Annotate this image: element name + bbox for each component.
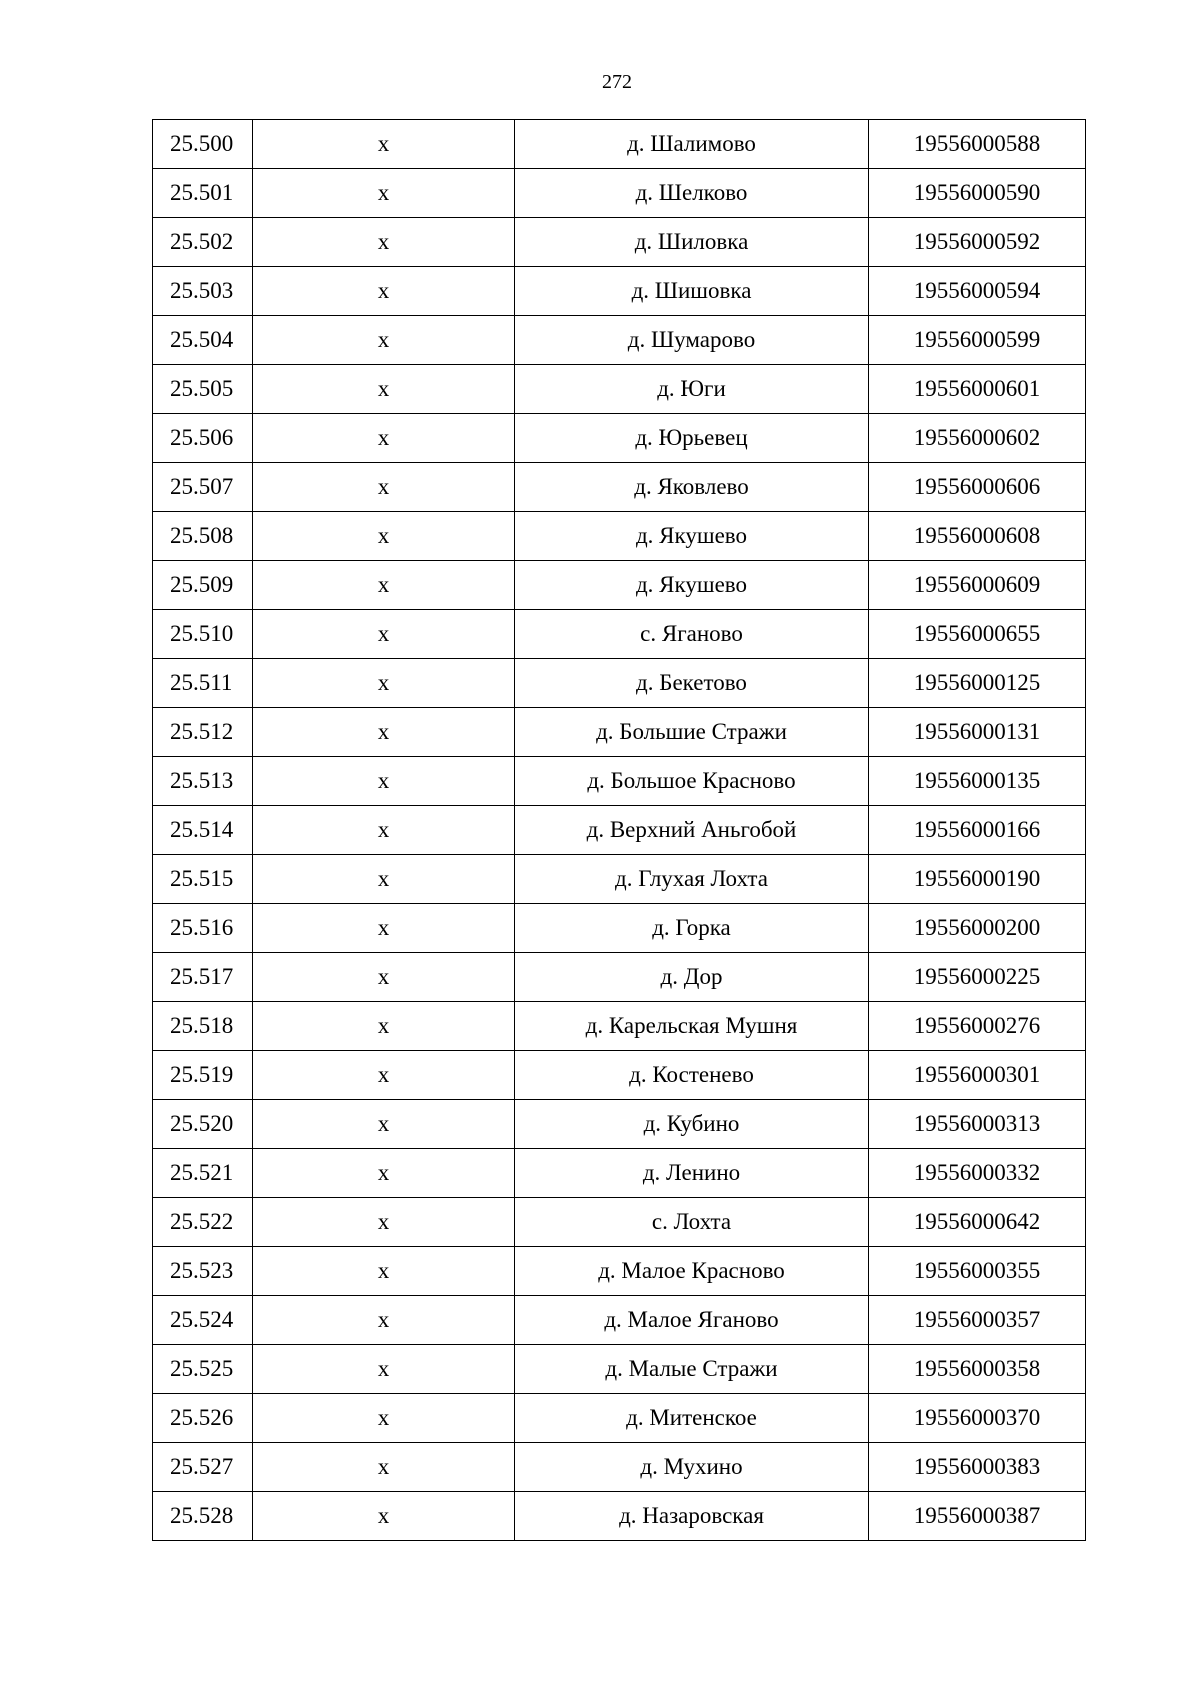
mark-cell: х <box>253 1247 515 1296</box>
oktmo-code-cell: 19556000301 <box>869 1051 1086 1100</box>
row-number-cell: 25.511 <box>153 659 253 708</box>
settlement-name-cell: д. Большое Красново <box>515 757 869 806</box>
row-number-cell: 25.518 <box>153 1002 253 1051</box>
oktmo-code-cell: 19556000190 <box>869 855 1086 904</box>
table-row <box>153 1492 1086 1541</box>
row-number-cell: 25.507 <box>153 463 253 512</box>
mark-cell: х <box>253 512 515 561</box>
row-number-cell: 25.504 <box>153 316 253 365</box>
row-number-cell: 25.509 <box>153 561 253 610</box>
mark-cell: х <box>253 610 515 659</box>
mark-cell: х <box>253 267 515 316</box>
settlement-name-cell: с. Лохта <box>515 1198 869 1247</box>
row-number-cell: 25.503 <box>153 267 253 316</box>
table-row <box>153 1443 1086 1492</box>
oktmo-code-cell: 19556000276 <box>869 1002 1086 1051</box>
row-number-cell: 25.508 <box>153 512 253 561</box>
settlement-name-cell: д. Ленино <box>515 1149 869 1198</box>
oktmo-code-cell: 19556000358 <box>869 1345 1086 1394</box>
mark-cell: х <box>253 1051 515 1100</box>
table-row <box>153 855 1086 904</box>
mark-cell: х <box>253 659 515 708</box>
mark-cell: х <box>253 414 515 463</box>
settlement-name-cell: с. Яганово <box>515 610 869 659</box>
oktmo-code-cell: 19556000357 <box>869 1296 1086 1345</box>
row-number-cell: 25.515 <box>153 855 253 904</box>
oktmo-code-cell: 19556000225 <box>869 953 1086 1002</box>
oktmo-code-cell: 19556000655 <box>869 610 1086 659</box>
table-row <box>153 1394 1086 1443</box>
table-row <box>153 414 1086 463</box>
row-number-cell: 25.527 <box>153 1443 253 1492</box>
mark-cell: х <box>253 316 515 365</box>
settlement-name-cell: д. Юрьевец <box>515 414 869 463</box>
oktmo-code-cell: 19556000602 <box>869 414 1086 463</box>
table-row <box>153 757 1086 806</box>
settlement-name-cell: д. Яковлево <box>515 463 869 512</box>
table-row <box>153 1100 1086 1149</box>
row-number-cell: 25.523 <box>153 1247 253 1296</box>
settlement-name-cell: д. Митенское <box>515 1394 869 1443</box>
table-row <box>153 904 1086 953</box>
table-row <box>153 1149 1086 1198</box>
row-number-cell: 25.505 <box>153 365 253 414</box>
oktmo-code-cell: 19556000594 <box>869 267 1086 316</box>
settlement-name-cell: д. Горка <box>515 904 869 953</box>
settlement-name-cell: д. Назаровская <box>515 1492 869 1541</box>
row-number-cell: 25.502 <box>153 218 253 267</box>
oktmo-code-cell: 19556000332 <box>869 1149 1086 1198</box>
settlement-name-cell: д. Шиловка <box>515 218 869 267</box>
table-row <box>153 1051 1086 1100</box>
row-number-cell: 25.517 <box>153 953 253 1002</box>
mark-cell: х <box>253 1296 515 1345</box>
row-number-cell: 25.528 <box>153 1492 253 1541</box>
table-row <box>153 1198 1086 1247</box>
settlement-name-cell: д. Шалимово <box>515 120 869 169</box>
row-number-cell: 25.520 <box>153 1100 253 1149</box>
oktmo-code-cell: 19556000313 <box>869 1100 1086 1149</box>
oktmo-code-cell: 19556000609 <box>869 561 1086 610</box>
row-number-cell: 25.500 <box>153 120 253 169</box>
settlement-name-cell: д. Малое Красново <box>515 1247 869 1296</box>
mark-cell: х <box>253 855 515 904</box>
table-row <box>153 463 1086 512</box>
mark-cell: х <box>253 1345 515 1394</box>
table-row <box>153 218 1086 267</box>
oktmo-code-cell: 19556000135 <box>869 757 1086 806</box>
row-number-cell: 25.514 <box>153 806 253 855</box>
settlement-name-cell: д. Мухино <box>515 1443 869 1492</box>
mark-cell: х <box>253 1394 515 1443</box>
settlement-name-cell: д. Верхний Аньгобой <box>515 806 869 855</box>
row-number-cell: 25.510 <box>153 610 253 659</box>
table-row <box>153 659 1086 708</box>
table-row <box>153 561 1086 610</box>
oktmo-code-cell: 19556000608 <box>869 512 1086 561</box>
mark-cell: х <box>253 561 515 610</box>
mark-cell: х <box>253 1002 515 1051</box>
page-number: 272 <box>602 71 632 93</box>
row-number-cell: 25.522 <box>153 1198 253 1247</box>
row-number-cell: 25.519 <box>153 1051 253 1100</box>
oktmo-code-cell: 19556000606 <box>869 463 1086 512</box>
oktmo-code-cell: 19556000588 <box>869 120 1086 169</box>
oktmo-code-cell: 19556000592 <box>869 218 1086 267</box>
settlement-name-cell: д. Шумарово <box>515 316 869 365</box>
table-row <box>153 267 1086 316</box>
mark-cell: х <box>253 1492 515 1541</box>
table-row <box>153 806 1086 855</box>
row-number-cell: 25.512 <box>153 708 253 757</box>
oktmo-code-cell: 19556000131 <box>869 708 1086 757</box>
row-number-cell: 25.501 <box>153 169 253 218</box>
oktmo-code-cell: 19556000125 <box>869 659 1086 708</box>
row-number-cell: 25.524 <box>153 1296 253 1345</box>
oktmo-code-cell: 19556000370 <box>869 1394 1086 1443</box>
table-row <box>153 953 1086 1002</box>
settlement-name-cell: д. Костенево <box>515 1051 869 1100</box>
row-number-cell: 25.525 <box>153 1345 253 1394</box>
table-row <box>153 120 1086 169</box>
table-row <box>153 1296 1086 1345</box>
mark-cell: х <box>253 1100 515 1149</box>
table-row <box>153 365 1086 414</box>
settlement-name-cell: д. Карельская Мушня <box>515 1002 869 1051</box>
oktmo-code-cell: 19556000599 <box>869 316 1086 365</box>
settlement-name-cell: д. Юги <box>515 365 869 414</box>
table-row <box>153 512 1086 561</box>
mark-cell: х <box>253 218 515 267</box>
oktmo-code-cell: 19556000590 <box>869 169 1086 218</box>
oktmo-code-cell: 19556000387 <box>869 1492 1086 1541</box>
settlement-name-cell: д. Малое Яганово <box>515 1296 869 1345</box>
settlement-name-cell: д. Шелково <box>515 169 869 218</box>
mark-cell: х <box>253 953 515 1002</box>
mark-cell: х <box>253 1149 515 1198</box>
settlement-name-cell: д. Якушево <box>515 512 869 561</box>
mark-cell: х <box>253 757 515 806</box>
settlement-name-cell: д. Якушево <box>515 561 869 610</box>
mark-cell: х <box>253 708 515 757</box>
mark-cell: х <box>253 120 515 169</box>
oktmo-code-cell: 19556000642 <box>869 1198 1086 1247</box>
mark-cell: х <box>253 904 515 953</box>
settlement-name-cell: д. Дор <box>515 953 869 1002</box>
oktmo-code-cell: 19556000355 <box>869 1247 1086 1296</box>
table-row <box>153 1247 1086 1296</box>
mark-cell: х <box>253 1198 515 1247</box>
settlement-name-cell: д. Бекетово <box>515 659 869 708</box>
oktmo-code-cell: 19556000166 <box>869 806 1086 855</box>
settlement-name-cell: д. Большие Стражи <box>515 708 869 757</box>
row-number-cell: 25.526 <box>153 1394 253 1443</box>
table-row <box>153 1002 1086 1051</box>
oktmo-code-cell: 19556000200 <box>869 904 1086 953</box>
mark-cell: х <box>253 463 515 512</box>
row-number-cell: 25.521 <box>153 1149 253 1198</box>
mark-cell: х <box>253 1443 515 1492</box>
table-body <box>153 120 1086 1541</box>
row-number-cell: 25.506 <box>153 414 253 463</box>
table-row <box>153 708 1086 757</box>
table-row <box>153 169 1086 218</box>
mark-cell: х <box>253 365 515 414</box>
settlement-name-cell: д. Шишовка <box>515 267 869 316</box>
settlement-name-cell: д. Малые Стражи <box>515 1345 869 1394</box>
settlement-name-cell: д. Глухая Лохта <box>515 855 869 904</box>
table-row <box>153 610 1086 659</box>
row-number-cell: 25.513 <box>153 757 253 806</box>
mark-cell: х <box>253 806 515 855</box>
settlements-table <box>152 119 1086 1541</box>
oktmo-code-cell: 19556000601 <box>869 365 1086 414</box>
mark-cell: х <box>253 169 515 218</box>
table-row <box>153 316 1086 365</box>
settlement-name-cell: д. Кубино <box>515 1100 869 1149</box>
row-number-cell: 25.516 <box>153 904 253 953</box>
oktmo-code-cell: 19556000383 <box>869 1443 1086 1492</box>
table-row <box>153 1345 1086 1394</box>
